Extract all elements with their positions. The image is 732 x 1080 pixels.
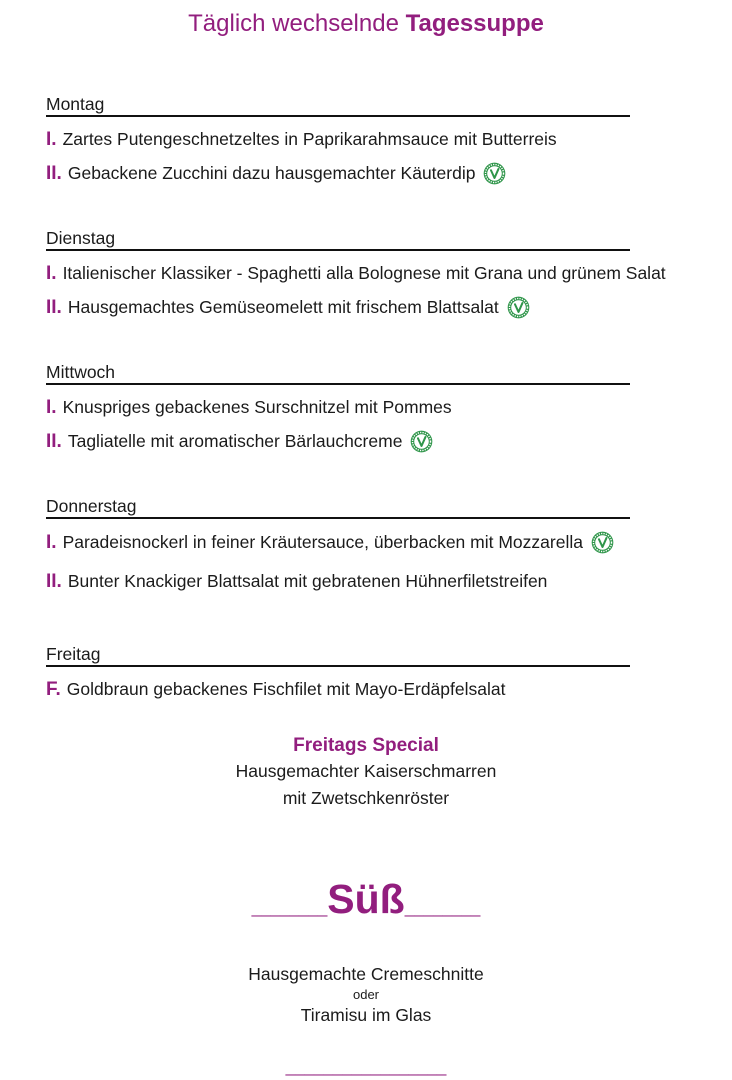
menu-item [46, 531, 692, 559]
dessert-heading-left-rule: ________ [251, 898, 328, 917]
day-heading: Freitag [46, 644, 630, 667]
day-section-montag [46, 94, 692, 190]
dish-text: Tagliatelle mit aromatischer Bärlauchcreme [67, 431, 403, 451]
dish-text: Bunter Knackiger Blattsalat mit gebratenen Hühnerfiletstreifen [67, 571, 548, 591]
course-numeral: I. [46, 532, 57, 553]
day-section-mittwoch [46, 362, 692, 458]
course-numeral: I. [46, 129, 57, 150]
menu-item [46, 430, 692, 458]
page-title-regular: Täglich wechselnde [188, 10, 399, 37]
menu-item [46, 571, 692, 592]
dish-text: Paradeisnockerl in feiner Kräutersauce, überbacken mit Mozzarella [62, 532, 583, 552]
day-heading: Montag [46, 94, 630, 117]
course-numeral: II. [46, 297, 62, 318]
dish-text: Knuspriges gebackenes Surschnitzel mit Pommes [62, 397, 452, 417]
dessert-separator: oder [352, 987, 380, 1002]
menu-item [46, 162, 692, 190]
day-section-dienstag [46, 228, 692, 324]
course-numeral: II. [46, 163, 62, 184]
day-section-freitag [46, 644, 692, 700]
weekly-menu [46, 94, 692, 700]
vegetarian-icon [410, 430, 433, 458]
dessert-option: Tiramisu im Glas [300, 1005, 432, 1025]
friday-special [0, 734, 732, 812]
course-numeral: I. [46, 263, 57, 284]
course-numeral: II. [46, 431, 62, 452]
course-numeral: F. [46, 679, 61, 700]
day-heading: Donnerstag [46, 496, 630, 519]
vegetarian-icon [483, 162, 506, 190]
dessert-heading [0, 874, 732, 934]
dish-text: Hausgemachtes Gemüseomelett mit frischem Blattsalat [67, 297, 499, 317]
day-heading: Mittwoch [46, 362, 630, 385]
dish-text: Zartes Putengeschnetzeltes in Paprikarahmsauce mit Butterreis [62, 129, 557, 149]
menu-item [46, 397, 692, 418]
dessert-options [0, 962, 732, 1027]
course-numeral: I. [46, 397, 57, 418]
day-section-donnerstag [46, 496, 692, 592]
dessert-heading-right-rule: ________ [404, 898, 481, 917]
friday-special-line: Hausgemachter Kaiserschmarren [235, 761, 497, 781]
course-numeral: II. [46, 571, 62, 592]
page-title-bold: Tagessuppe [405, 10, 544, 37]
day-heading: Dienstag [46, 228, 630, 251]
dish-text: Gebackene Zucchini dazu hausgemachter Käuterdip [67, 163, 476, 183]
menu-item [46, 679, 692, 700]
menu-item [46, 296, 692, 324]
menu-item [46, 129, 692, 150]
vegetarian-icon [591, 531, 614, 559]
dish-text: Goldbraun gebackenes Fischfilet mit Mayo-Erdäpfelsalat [66, 679, 506, 699]
dessert-heading-title: Süß [327, 876, 405, 922]
friday-special-title: Freitags Special [293, 735, 439, 756]
friday-special-line: mit Zwetschkenröster [282, 788, 450, 808]
menu-item [46, 263, 692, 284]
page-title [0, 0, 732, 38]
bottom-rule: _________________ [285, 1057, 447, 1076]
dessert-option: Hausgemachte Cremeschnitte [248, 964, 484, 984]
vegetarian-icon [507, 296, 530, 324]
dish-text: Italienischer Klassiker - Spaghetti alla Bolognese mit Grana und grünem Salat [62, 263, 666, 283]
